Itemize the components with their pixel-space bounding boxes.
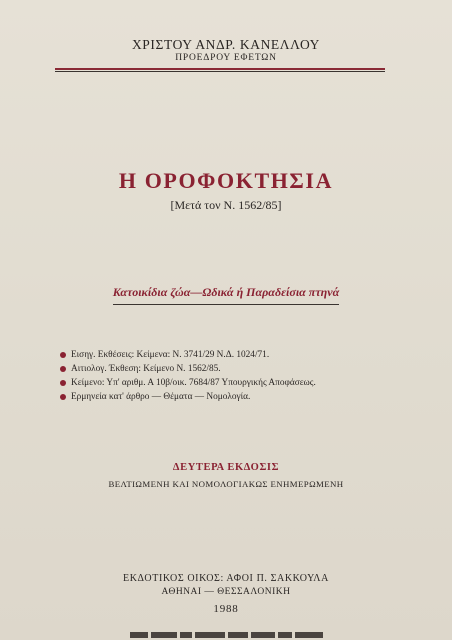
book-subtitle: [Μετά τον Ν. 1562/85]	[170, 198, 282, 212]
author-role: ΠΡΟΕΔΡΟΥ ΕΦΕΤΩΝ	[175, 53, 277, 63]
cropped-text-fragment	[130, 632, 350, 640]
bullet-icon	[60, 380, 66, 386]
publisher-name: ΕΚΔΟΤΙΚΟΣ ΟΙΚΟΣ: ΑΦΟΙ Π. ΣΑΚΚΟΥΛΑ	[123, 573, 329, 584]
topic-line	[0, 283, 452, 305]
header-divider-dark	[55, 71, 385, 72]
bullet-icon	[60, 394, 66, 400]
edition-note: ΒΕΛΤΙΩΜΕΝΗ ΚΑΙ ΝΟΜΟΛΟΓΙΑΚΩΣ ΕΝΗΜΕΡΩΜΕΝΗ	[108, 479, 344, 489]
bullet-icon	[60, 352, 66, 358]
contents-item-text: Κείμενο: Υπ' αριθμ. Α 10β/οικ. 7684/87 Υπουργικής Αποφάσεως.	[71, 378, 316, 388]
contents-item	[60, 390, 430, 404]
edition-label: ΔΕΥΤΕΡΑ ΕΚΔΟΣΙΣ	[172, 462, 280, 473]
contents-item-text: Αιτιολογ. Έκθεση: Κείμενο Ν. 1562/85.	[71, 364, 221, 374]
author-name: ΧΡΙΣΤΟΥ ΑΝΔΡ. ΚΑΝΕΛΛΟΥ	[131, 37, 321, 52]
publication-year: 1988	[213, 603, 239, 615]
contents-item-text: Ερμηνεία κατ' άρθρο — Θέματα — Νομολογία.	[71, 392, 251, 402]
contents-item	[60, 348, 430, 362]
bullet-icon	[60, 366, 66, 372]
publisher-city: ΑΘΗΝΑΙ — ΘΕΣΣΑΛΟΝΙΚΗ	[161, 587, 291, 597]
topic-text: Κατοικίδια ζώα—Ωδικά ή Παραδείσια πτηνά	[113, 285, 339, 305]
book-title: Η ΟΡΟΦΟΚΤΗΣΙΑ	[118, 168, 334, 193]
contents-list	[60, 348, 430, 404]
contents-item	[60, 362, 430, 376]
header-divider-red	[55, 68, 385, 70]
contents-item	[60, 376, 430, 390]
contents-item-text: Εισηγ. Εκθέσεις: Κείμενα: Ν. 3741/29 Ν.Δ. 1024/71.	[71, 350, 270, 360]
